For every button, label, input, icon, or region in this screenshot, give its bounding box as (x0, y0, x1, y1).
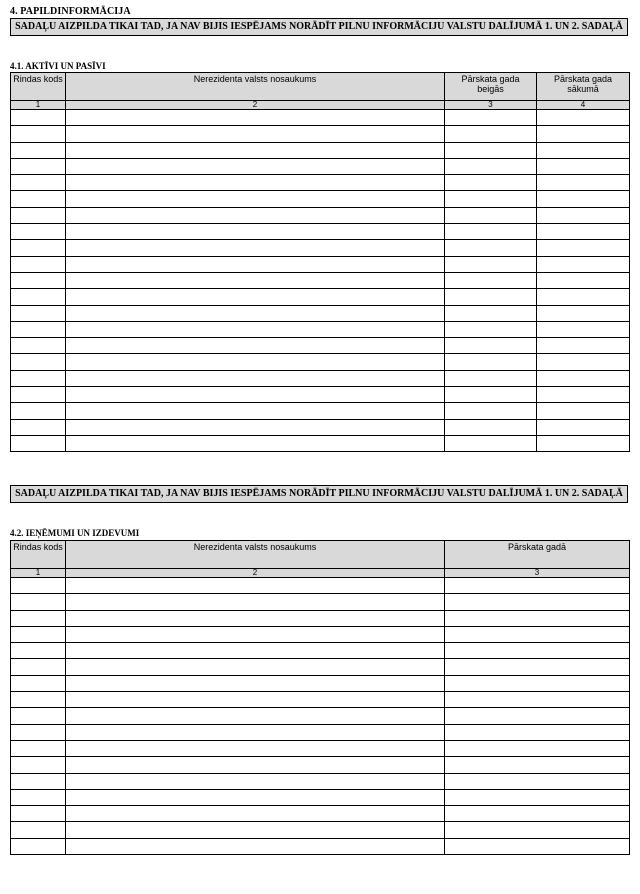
entry-cell[interactable] (66, 126, 445, 142)
table-row (11, 578, 630, 594)
entry-cell[interactable] (11, 692, 66, 708)
entry-cell[interactable] (11, 110, 66, 126)
column-number: 4 (537, 101, 630, 110)
entry-cell[interactable] (66, 789, 445, 805)
entry-cell[interactable] (66, 387, 445, 403)
entry-cell[interactable] (66, 578, 445, 594)
entry-cell[interactable] (66, 643, 445, 659)
entry-cell[interactable] (66, 610, 445, 626)
entry-cell[interactable] (11, 643, 66, 659)
table-row (11, 594, 630, 610)
entry-cell[interactable] (537, 354, 630, 370)
table-row (11, 724, 630, 740)
entry-cell[interactable] (66, 240, 445, 256)
entry-cell[interactable] (11, 659, 66, 675)
entry-cell[interactable] (66, 740, 445, 756)
entry-cell[interactable] (11, 822, 66, 838)
entry-cell[interactable] (537, 435, 630, 451)
entry-cell[interactable] (445, 387, 537, 403)
header-row-code: Rindas kods (11, 541, 66, 569)
entry-cell[interactable] (66, 806, 445, 822)
entry-cell[interactable] (11, 610, 66, 626)
entry-cell[interactable] (445, 724, 630, 740)
table-row (11, 272, 630, 288)
entry-cell[interactable] (445, 403, 537, 419)
table-row (11, 838, 630, 854)
entry-cell[interactable] (66, 256, 445, 272)
entry-cell[interactable] (445, 806, 630, 822)
entry-cell[interactable] (11, 126, 66, 142)
entry-cell[interactable] (445, 338, 537, 354)
table-row (11, 354, 630, 370)
entry-cell[interactable] (11, 289, 66, 305)
entry-cell[interactable] (66, 419, 445, 435)
table-row (11, 773, 630, 789)
entry-cell[interactable] (66, 224, 445, 240)
entry-cell[interactable] (66, 708, 445, 724)
entry-cell[interactable] (66, 305, 445, 321)
entry-cell[interactable] (445, 610, 630, 626)
entry-cell[interactable] (66, 773, 445, 789)
table-row (11, 626, 630, 642)
entry-cell[interactable] (537, 305, 630, 321)
entry-cell[interactable] (66, 757, 445, 773)
entry-cell[interactable] (537, 110, 630, 126)
entry-cell[interactable] (537, 142, 630, 158)
entry-cell[interactable] (11, 370, 66, 386)
entry-cell[interactable] (537, 175, 630, 191)
table-row (11, 126, 630, 142)
entry-cell[interactable] (66, 594, 445, 610)
table1-title: 4.1. AKTĪVI UN PASĪVI (10, 61, 106, 71)
entry-cell[interactable] (66, 692, 445, 708)
assets-liabilities-table (10, 72, 630, 452)
entry-cell[interactable] (445, 838, 630, 854)
header-row-code: Rindas kods (11, 73, 66, 101)
entry-cell[interactable] (445, 207, 537, 223)
table-row (11, 158, 630, 174)
entry-cell[interactable] (537, 256, 630, 272)
entry-cell[interactable] (445, 822, 630, 838)
entry-cell[interactable] (537, 403, 630, 419)
entry-cell[interactable] (11, 354, 66, 370)
entry-cell[interactable] (445, 289, 537, 305)
entry-cell[interactable] (66, 659, 445, 675)
entry-cell[interactable] (537, 126, 630, 142)
entry-cell[interactable] (537, 158, 630, 174)
entry-cell[interactable] (66, 435, 445, 451)
table-row (11, 419, 630, 435)
entry-cell[interactable] (11, 403, 66, 419)
table-row (11, 610, 630, 626)
entry-cell[interactable] (445, 224, 537, 240)
entry-cell[interactable] (11, 594, 66, 610)
entry-cell[interactable] (66, 142, 445, 158)
table-row (11, 110, 630, 126)
column-number: 3 (445, 101, 537, 110)
column-number: 2 (66, 101, 445, 110)
entry-cell[interactable] (445, 272, 537, 288)
notice-box-2: SADAĻU AIZPILDA TIKAI TAD, JA NAV BIJIS IESPĒJAMS NORĀDĪT PILNU INFORMĀCIJU VALSTU DALĪJUMĀ 1. UN 2. SADAĻĀ (10, 485, 628, 503)
entry-cell[interactable] (445, 675, 630, 691)
entry-cell[interactable] (66, 289, 445, 305)
entry-cell[interactable] (11, 838, 66, 854)
table-row (11, 338, 630, 354)
entry-cell[interactable] (11, 740, 66, 756)
entry-cell[interactable] (66, 403, 445, 419)
entry-cell[interactable] (445, 110, 537, 126)
entry-cell[interactable] (537, 240, 630, 256)
table-row (11, 370, 630, 386)
entry-cell[interactable] (66, 354, 445, 370)
header-country-name: Nerezidenta valsts nosaukums (66, 73, 445, 101)
entry-cell[interactable] (11, 224, 66, 240)
table-row (11, 256, 630, 272)
entry-cell[interactable] (445, 191, 537, 207)
entry-cell[interactable] (445, 419, 537, 435)
entry-cell[interactable] (11, 338, 66, 354)
table-row (11, 289, 630, 305)
table-row (11, 740, 630, 756)
entry-cell[interactable] (11, 272, 66, 288)
entry-cell[interactable] (11, 240, 66, 256)
table-row (11, 757, 630, 773)
table-row (11, 708, 630, 724)
entry-cell[interactable] (445, 692, 630, 708)
entry-cell[interactable] (445, 321, 537, 337)
entry-cell[interactable] (11, 578, 66, 594)
table-row (11, 387, 630, 403)
entry-cell[interactable] (11, 626, 66, 642)
entry-cell[interactable] (11, 773, 66, 789)
column-number: 3 (445, 569, 630, 578)
entry-cell[interactable] (11, 675, 66, 691)
table-row (11, 692, 630, 708)
table-row (11, 240, 630, 256)
header-year-end: Pārskata gada beigās (445, 73, 537, 101)
entry-cell[interactable] (66, 272, 445, 288)
entry-cell[interactable] (537, 370, 630, 386)
entry-cell[interactable] (11, 387, 66, 403)
entry-cell[interactable] (66, 838, 445, 854)
entry-cell[interactable] (445, 757, 630, 773)
entry-cell[interactable] (537, 191, 630, 207)
entry-cell[interactable] (66, 321, 445, 337)
table-row (11, 207, 630, 223)
entry-cell[interactable] (11, 435, 66, 451)
entry-cell[interactable] (537, 387, 630, 403)
entry-cell[interactable] (537, 289, 630, 305)
entry-cell[interactable] (537, 338, 630, 354)
entry-cell[interactable] (445, 435, 537, 451)
table-row (11, 675, 630, 691)
table-row (11, 224, 630, 240)
entry-cell[interactable] (445, 659, 630, 675)
entry-cell[interactable] (11, 789, 66, 805)
entry-cell[interactable] (445, 370, 537, 386)
table-row (11, 659, 630, 675)
entry-cell[interactable] (11, 757, 66, 773)
table-row (11, 789, 630, 805)
entry-cell[interactable] (66, 338, 445, 354)
entry-cell[interactable] (537, 419, 630, 435)
entry-cell[interactable] (445, 126, 537, 142)
entry-cell[interactable] (445, 158, 537, 174)
entry-cell[interactable] (445, 354, 537, 370)
entry-cell[interactable] (445, 708, 630, 724)
entry-cell[interactable] (66, 822, 445, 838)
entry-cell[interactable] (66, 724, 445, 740)
entry-cell[interactable] (11, 142, 66, 158)
entry-cell[interactable] (445, 305, 537, 321)
entry-cell[interactable] (66, 370, 445, 386)
entry-cell[interactable] (66, 675, 445, 691)
table-row (11, 822, 630, 838)
entry-cell[interactable] (445, 626, 630, 642)
entry-cell[interactable] (66, 626, 445, 642)
table-row (11, 435, 630, 451)
entry-cell[interactable] (445, 740, 630, 756)
entry-cell[interactable] (11, 419, 66, 435)
header-country-name: Nerezidenta valsts nosaukums (66, 541, 445, 569)
notice-box-1: SADAĻU AIZPILDA TIKAI TAD, JA NAV BIJIS IESPĒJAMS NORĀDĪT PILNU INFORMĀCIJU VALSTU DALĪJUMĀ 1. UN 2. SADAĻĀ (10, 18, 628, 36)
table2-title: 4.2. IEŅĒMUMI UN IZDEVUMI (10, 528, 140, 538)
entry-cell[interactable] (445, 594, 630, 610)
entry-cell[interactable] (445, 643, 630, 659)
table-row (11, 321, 630, 337)
header-reporting-year: Pārskata gadā (445, 541, 630, 569)
column-number: 1 (11, 569, 66, 578)
entry-cell[interactable] (11, 191, 66, 207)
table-row (11, 175, 630, 191)
entry-cell[interactable] (66, 110, 445, 126)
table-row (11, 191, 630, 207)
column-number: 2 (66, 569, 445, 578)
entry-cell[interactable] (11, 207, 66, 223)
table-row (11, 806, 630, 822)
entry-cell[interactable] (66, 158, 445, 174)
entry-cell[interactable] (537, 224, 630, 240)
income-expenses-table (10, 540, 630, 855)
entry-cell[interactable] (11, 708, 66, 724)
header-year-start: Pārskata gada sākumā (537, 73, 630, 101)
entry-cell[interactable] (445, 175, 537, 191)
section-title: 4. PAPILDINFORMĀCIJA (10, 6, 131, 17)
entry-cell[interactable] (445, 256, 537, 272)
entry-cell[interactable] (11, 321, 66, 337)
table-row (11, 643, 630, 659)
entry-cell[interactable] (66, 191, 445, 207)
entry-cell[interactable] (11, 806, 66, 822)
entry-cell[interactable] (66, 175, 445, 191)
entry-cell[interactable] (537, 321, 630, 337)
table-row (11, 305, 630, 321)
entry-cell[interactable] (537, 272, 630, 288)
entry-cell[interactable] (66, 207, 445, 223)
entry-cell[interactable] (537, 207, 630, 223)
table-row (11, 142, 630, 158)
entry-cell[interactable] (445, 142, 537, 158)
entry-cell[interactable] (445, 773, 630, 789)
entry-cell[interactable] (11, 158, 66, 174)
entry-cell[interactable] (11, 256, 66, 272)
entry-cell[interactable] (11, 305, 66, 321)
entry-cell[interactable] (11, 724, 66, 740)
entry-cell[interactable] (11, 175, 66, 191)
column-number: 1 (11, 101, 66, 110)
table-row (11, 403, 630, 419)
entry-cell[interactable] (445, 240, 537, 256)
entry-cell[interactable] (445, 578, 630, 594)
entry-cell[interactable] (445, 789, 630, 805)
